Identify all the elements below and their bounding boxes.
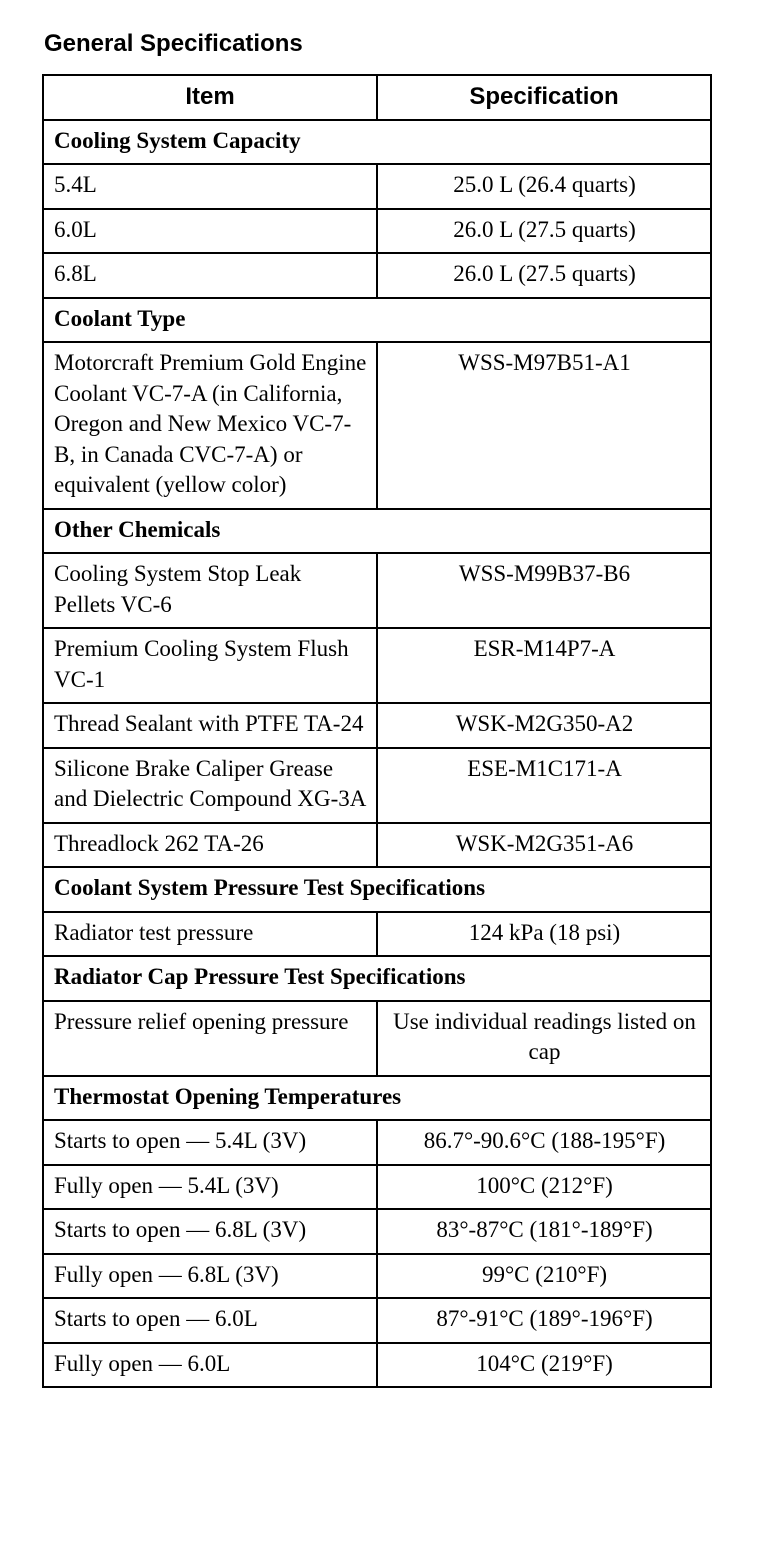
specification-cell: WSS-M99B37-B6 (377, 553, 711, 628)
table-row (43, 1001, 711, 1076)
table-row (43, 209, 711, 254)
table-row (43, 1120, 711, 1165)
table-row (43, 1209, 711, 1254)
header-row (43, 75, 711, 120)
section-header-row (43, 867, 711, 912)
item-cell: Pressure relief opening pressure (43, 1001, 377, 1076)
table-row (43, 748, 711, 823)
item-cell: Fully open — 6.8L (3V) (43, 1254, 377, 1299)
item-cell: Fully open — 5.4L (3V) (43, 1165, 377, 1210)
section-header-row (43, 298, 711, 343)
specification-cell: 99°C (210°F) (377, 1254, 711, 1299)
section-heading: Radiator Cap Pressure Test Specifications (43, 956, 711, 1001)
item-cell: 6.8L (43, 253, 377, 298)
table-row (43, 1254, 711, 1299)
section-heading: Cooling System Capacity (43, 120, 711, 165)
specification-cell: WSK-M2G351-A6 (377, 823, 711, 868)
item-cell: Thread Sealant with PTFE TA-24 (43, 703, 377, 748)
specification-cell: 104°C (219°F) (377, 1343, 711, 1388)
item-cell: Silicone Brake Caliper Grease and Dielectric Compound XG-3A (43, 748, 377, 823)
section-header-row (43, 509, 711, 554)
item-cell: Premium Cooling System Flush VC-1 (43, 628, 377, 703)
specification-cell: 83°-87°C (181°-189°F) (377, 1209, 711, 1254)
item-cell: Starts to open — 5.4L (3V) (43, 1120, 377, 1165)
item-cell: 6.0L (43, 209, 377, 254)
section-header-row (43, 120, 711, 165)
page-title: General Specifications (44, 30, 303, 57)
item-cell: Starts to open — 6.0L (43, 1298, 377, 1343)
section-heading: Coolant System Pressure Test Specifications (43, 867, 711, 912)
item-cell: Radiator test pressure (43, 912, 377, 957)
item-cell: Starts to open — 6.8L (3V) (43, 1209, 377, 1254)
table-row (43, 912, 711, 957)
section-heading: Thermostat Opening Temperatures (43, 1076, 711, 1121)
table-row (43, 1165, 711, 1210)
table-row (43, 823, 711, 868)
table-row (43, 253, 711, 298)
specification-cell: ESE-M1C171-A (377, 748, 711, 823)
item-cell: 5.4L (43, 164, 377, 209)
item-column-header: Item (43, 75, 377, 120)
section-heading: Coolant Type (43, 298, 711, 343)
table-row (43, 703, 711, 748)
specifications-table (42, 74, 712, 1388)
table-row (43, 1343, 711, 1388)
specification-cell: 25.0 L (26.4 quarts) (377, 164, 711, 209)
table-row (43, 628, 711, 703)
item-cell: Fully open — 6.0L (43, 1343, 377, 1388)
section-header-row (43, 1076, 711, 1121)
specification-cell: 26.0 L (27.5 quarts) (377, 209, 711, 254)
table-row (43, 342, 711, 509)
item-cell: Cooling System Stop Leak Pellets VC-6 (43, 553, 377, 628)
section-header-row (43, 956, 711, 1001)
item-cell: Motorcraft Premium Gold Engine Coolant VC-7-A (in California, Oregon and New Mexico VC-7-B, in Canada CVC-7-A) or equivalent (yellow color) (43, 342, 377, 509)
specification-cell: WSS-M97B51-A1 (377, 342, 711, 509)
specification-column-header: Specification (377, 75, 711, 120)
table-row (43, 1298, 711, 1343)
specification-cell: 86.7°-90.6°C (188-195°F) (377, 1120, 711, 1165)
specification-cell: 124 kPa (18 psi) (377, 912, 711, 957)
table-row (43, 164, 711, 209)
specification-cell: 87°-91°C (189°-196°F) (377, 1298, 711, 1343)
specification-cell: ESR-M14P7-A (377, 628, 711, 703)
specification-cell: 100°C (212°F) (377, 1165, 711, 1210)
specification-cell: WSK-M2G350-A2 (377, 703, 711, 748)
specification-cell: 26.0 L (27.5 quarts) (377, 253, 711, 298)
table-row (43, 553, 711, 628)
specification-cell: Use individual readings listed on cap (377, 1001, 711, 1076)
table-body (43, 120, 711, 1388)
item-cell: Threadlock 262 TA-26 (43, 823, 377, 868)
section-heading: Other Chemicals (43, 509, 711, 554)
